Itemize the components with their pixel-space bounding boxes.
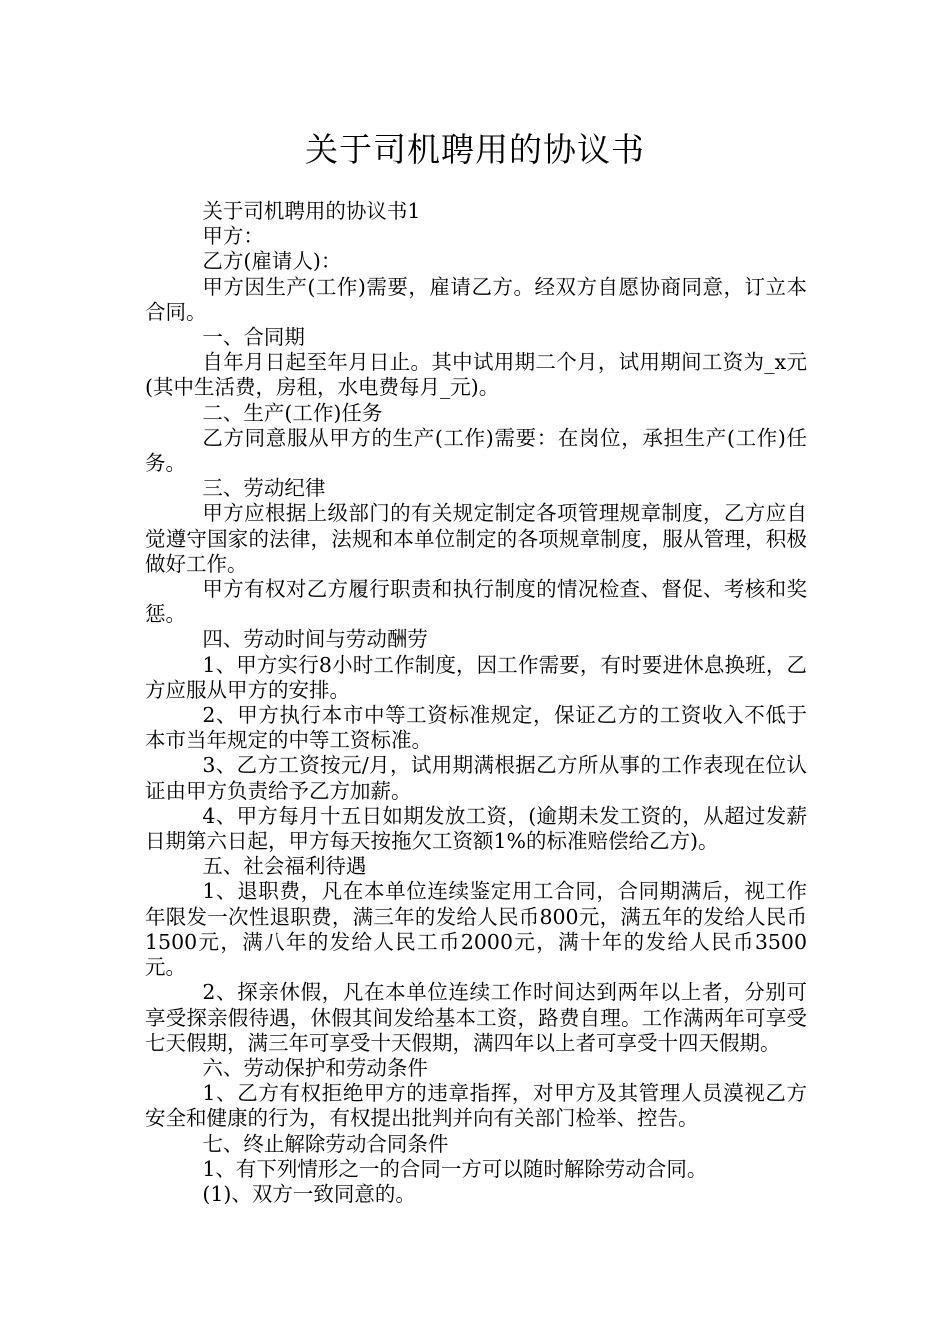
- paragraph: 自年月日起至年月日止。其中试用期二个月，试用期间工资为_x元(其中生活费，房租，水电费每月_元)。: [145, 350, 807, 400]
- section-heading: 七、终止解除劳动合同条件: [202, 1131, 449, 1156]
- paragraph: 1、有下列情形之一的合同一方可以随时解除劳动合同。: [202, 1156, 708, 1181]
- paragraph: 1、乙方有权拒绝甲方的违章指挥，对甲方及其管理人员漠视乙方安全和健康的行为，有权提出批判并向有关部门检举、控告。: [145, 1081, 807, 1131]
- paragraph: 甲方因生产(工作)需要，雇请乙方。经双方自愿协商同意，订立本合同。: [145, 274, 807, 324]
- paragraph: 甲方应根据上级部门的有关规定制定各项管理规章制度，乙方应自觉遵守国家的法律，法规和本单位制定的各项规章制度，服从管理，积极做好工作。: [145, 501, 807, 576]
- paragraph: 乙方同意服从甲方的生产(工作)需要：在岗位，承担生产(工作)任务。: [145, 425, 807, 476]
- section-heading: 五、社会福利待遇: [202, 854, 367, 879]
- paragraph: 乙方(雇请人)：: [202, 249, 342, 274]
- paragraph: 甲方有权对乙方履行职责和执行制度的情况检查、督促、考核和奖惩。: [145, 577, 807, 627]
- paragraph: 1、甲方实行8小时工作制度，因工作需要，有时要进休息换班，乙方应服从甲方的安排。: [145, 652, 807, 702]
- section-heading: 三、劳动纪律: [202, 476, 326, 501]
- document-title: 关于司机聘用的协议书: [305, 130, 645, 169]
- section-heading: 一、合同期: [202, 325, 305, 350]
- paragraph: 1、退职费，凡在本单位连续鉴定用工合同，合同期满后，视工作年限发一次性退职费，满三年的发给人民币800元，满五年的发给人民币1500元，满八年的发给人民工币2000元，满十年的发给人民币3500元。: [145, 879, 807, 980]
- paragraph: 2、甲方执行本市中等工资标准规定，保证乙方的工资收入不低于本市当年规定的中等工资标准。: [145, 703, 807, 753]
- section-heading: 四、劳动时间与劳动酬劳: [202, 627, 428, 652]
- paragraph: 关于司机聘用的协议书1: [202, 199, 421, 223]
- paragraph: 甲方：: [202, 224, 264, 249]
- paragraph: 4、甲方每月十五日如期发放工资，(逾期未发工资的，从超过发薪日期第六日起，甲方每天按拖欠工资额1%的标准赔偿给乙方)。: [145, 803, 807, 854]
- section-heading: 六、劳动保护和劳动条件: [202, 1055, 428, 1080]
- section-heading: 二、生产(工作)任务: [202, 400, 383, 425]
- paragraph: 2、探亲休假，凡在本单位连续工作时间达到两年以上者，分别可享受探亲假待遇，休假其间发给基本工资，路费自理。工作满两年可享受七天假期，满三年可享受十天假期，满四年以上者可享受十四天假期。: [145, 980, 807, 1055]
- paragraph: 3、乙方工资按元/月，试用期满根据乙方所从事的工作表现在位认证由甲方负责给予乙方加薪。: [145, 753, 807, 803]
- document-body: [145, 199, 807, 1207]
- paragraph: (1)、双方一致同意的。: [202, 1181, 416, 1206]
